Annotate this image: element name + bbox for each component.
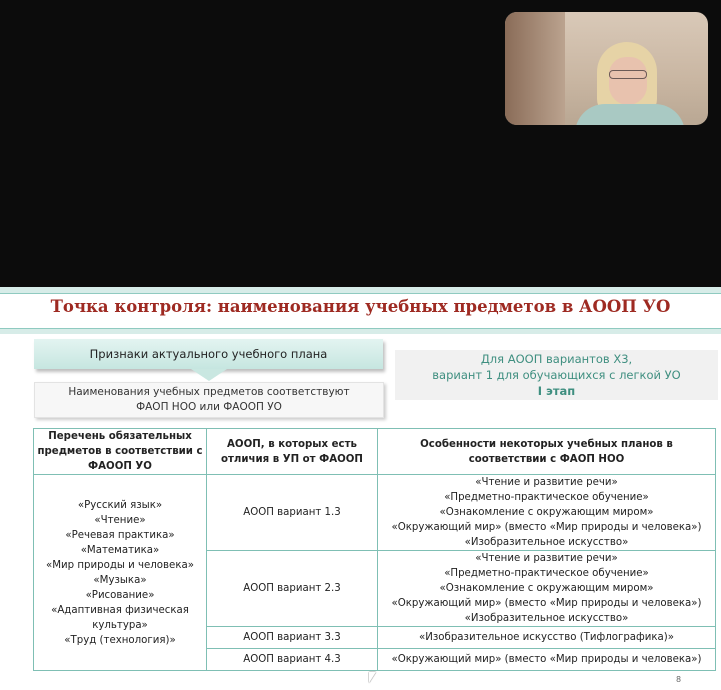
table-row: [34, 475, 716, 551]
subject-item: «Музыка»: [93, 574, 147, 586]
subject-item: «Труд (технология)»: [64, 634, 176, 646]
variant-stage: I этап: [537, 384, 576, 398]
features-cell: [378, 551, 716, 627]
variant-line-1: Для АООП вариантов Х3,: [480, 352, 633, 366]
feature-item: «Предметно-практическое обучение»: [444, 568, 649, 579]
webcam-tile[interactable]: [505, 12, 708, 125]
subjects-list-cell: [34, 475, 207, 671]
variant-cell: АООП вариант 1.3: [207, 475, 378, 551]
criteria-arrow: [191, 369, 227, 381]
subject-item: «Чтение»: [94, 514, 146, 526]
variant-cell: АООП вариант 4.3: [207, 649, 378, 671]
participant-face: [609, 57, 647, 105]
page-number: 8: [676, 675, 682, 684]
variant-cell: АООП вариант 3.3: [207, 627, 378, 649]
subject-item: «Русский язык»: [77, 499, 163, 511]
feature-item: «Изобразительное искусство»: [464, 537, 629, 548]
webcam-background: [505, 12, 565, 125]
subject-item: «Мир природы и человека»: [46, 559, 194, 571]
feature-item: «Чтение и развитие речи»: [475, 553, 618, 564]
table-header-row: [34, 429, 716, 475]
subject-item: «Адаптивная физическая культура»: [51, 604, 189, 631]
subject-item: «Речевая практика»: [65, 529, 175, 541]
feature-item: «Чтение и развитие речи»: [475, 477, 618, 488]
feature-item: «Ознакомление с окружающим миром»: [439, 583, 654, 594]
feature-item: «Изобразительное искусство»: [464, 613, 629, 624]
variant-box: [395, 350, 718, 400]
mouse-cursor-icon: [369, 672, 376, 683]
feature-item: «Предметно-практическое обучение»: [444, 492, 649, 503]
variant-line-2: вариант 1 для обучающихся с легкой УО: [432, 368, 681, 382]
feature-item: «Изобразительное искусство (Тифлографика)»: [419, 632, 674, 643]
features-cell: [378, 475, 716, 551]
header-features: Особенности некоторых учебных планов в соответствии с ФАОП НОО: [378, 429, 716, 475]
feature-item: «Окружающий мир» (вместо «Мир природы и человека»): [391, 522, 702, 533]
variant-cell: АООП вариант 2.3: [207, 551, 378, 627]
feature-item: «Окружающий мир» (вместо «Мир природы и человека»): [391, 654, 702, 665]
naming-line-1: Наименования учебных предметов соответствуют: [68, 386, 350, 398]
header-variants: АООП, в которых есть отличия в УП от ФАООП: [207, 429, 378, 475]
criteria-box: [34, 339, 383, 369]
participant-glasses: [609, 70, 647, 79]
presentation-slide: [0, 287, 721, 690]
feature-item: «Ознакомление с окружающим миром»: [439, 507, 654, 518]
slide-title: Точка контроля: наименования учебных предметов в АООП УО: [50, 297, 671, 316]
naming-line-2: ФАОП НОО или ФАООП УО: [136, 401, 282, 413]
features-cell: [378, 627, 716, 649]
slide-title-divider: [0, 328, 721, 334]
header-subjects: Перечень обязательных предметов в соответствии с ФАООП УО: [34, 429, 207, 475]
subjects-table: [33, 428, 716, 671]
participant-body: [575, 104, 685, 125]
video-conference-area: [0, 0, 721, 287]
features-cell: [378, 649, 716, 671]
criteria-label: Признаки актуального учебного плана: [89, 347, 328, 361]
naming-box: [34, 382, 384, 418]
slide-top-bar: [0, 287, 721, 294]
subject-item: «Рисование»: [85, 589, 155, 601]
feature-item: «Окружающий мир» (вместо «Мир природы и человека»): [391, 598, 702, 609]
subject-item: «Математика»: [80, 544, 160, 556]
